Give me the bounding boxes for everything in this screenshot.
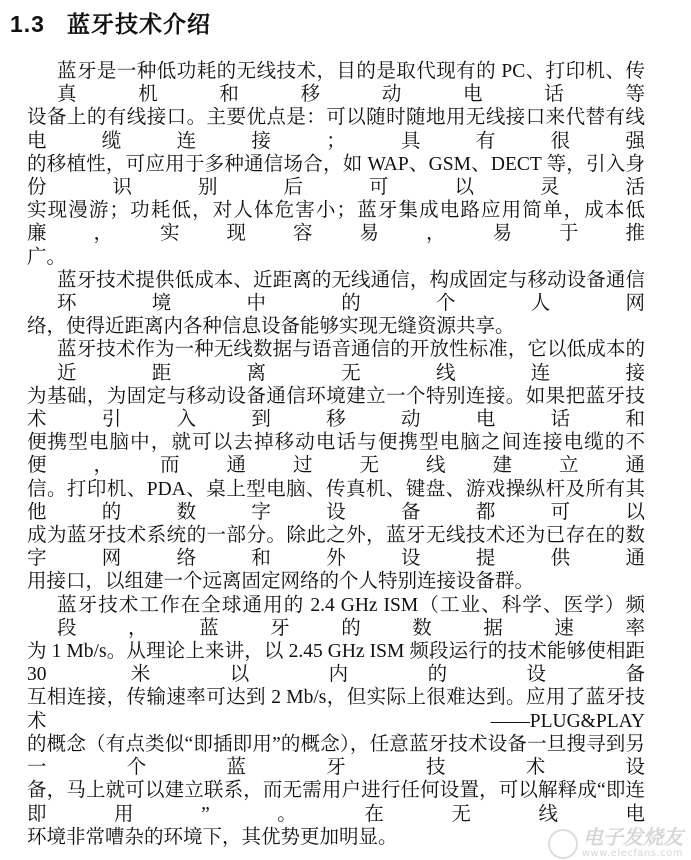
section-title: 蓝牙技术介绍 (66, 11, 211, 37)
text-line: 的移植性，可应用于多种通信场合，如 WAP、GSM、DECT 等，引入身份识别后可以灵活 (27, 153, 645, 199)
text-line: 蓝牙是一种低功耗的无线技术，目的是取代现有的 PC、打印机、传真机和移动电话等 (57, 61, 645, 106)
text-line: 便携型电脑中，就可以去掉移动电话与便携型电脑之间连接电缆的不便，而通过无线建立通 (27, 432, 645, 477)
text-line: 环境非常嘈杂的环境下，其优势更加明显。 (27, 826, 398, 848)
text-line: 为 1 Mb/s。从理论上来讲，以 2.45 GHz ISM 频段运行的技术能够使相距 30 米以内的设备 (27, 641, 645, 686)
text-line: 设备上的有线接口。主要优点是：可以随时随地用无线接口来代替有线电缆连接；具有很强 (27, 107, 645, 152)
text-line: 蓝牙技术工作在全球通用的 2.4 GHz ISM（工业、科学、医学）频段，蓝牙的数据速率 (57, 594, 645, 639)
text-line: 备，马上就可以建立联系，而无需用户进行任何设置，可以解释成“即连即用”。在无线电 (27, 780, 645, 825)
text-line: 蓝牙技术作为一种无线数据与语音通信的开放性标准，它以低成本的近距离无线连接 (57, 339, 645, 384)
text-line: 用接口，以组建一个远离固定网络的个人特别连接设备群。 (27, 571, 535, 593)
body-text (27, 60, 645, 849)
text-line: 蓝牙技术提供低成本、近距离的无线通信，构成固定与移动设备通信环境中的个人网 (57, 269, 645, 315)
text-line: 为基础，为固定与移动设备通信环境建立一个特别连接。如果把蓝牙技术引入到移动电话和 (27, 385, 645, 431)
text-line: 信。打印机、PDA、桌上型电脑、传真机、键盘、游戏操纵杆及所有其他的数字设备都可以 (27, 478, 645, 523)
text-line: 实现漫游；功耗低，对人体危害小；蓝牙集成电路应用简单，成本低廉，实现容易，易于推 (27, 200, 645, 245)
section-number: 1.3 (10, 11, 45, 37)
watermark-name: 电子发烧友 (583, 825, 683, 849)
text-line: 成为蓝牙技术系统的一部分。除此之外，蓝牙无线技术还为已存在的数字网络和外设提供通 (27, 525, 645, 570)
text-line: 的概念（有点类似“即插即用”的概念），任意蓝牙技术设备一旦搜寻到另一个蓝牙技术设 (27, 733, 645, 779)
text-line: 络，使得近距离内各种信息设备能够实现无缝资源共享。 (27, 316, 515, 338)
text-line: 广。 (27, 246, 67, 268)
section-heading (10, 6, 211, 39)
logo-circle-icon (548, 829, 578, 859)
watermark-logo (582, 827, 683, 860)
text-line: 互相连接，传输速率可达到 2 Mb/s，但实际上很难达到。应用了蓝牙技术——PLUG&PLAY (27, 687, 645, 732)
watermark-url: www.elecfans.com (581, 848, 683, 859)
